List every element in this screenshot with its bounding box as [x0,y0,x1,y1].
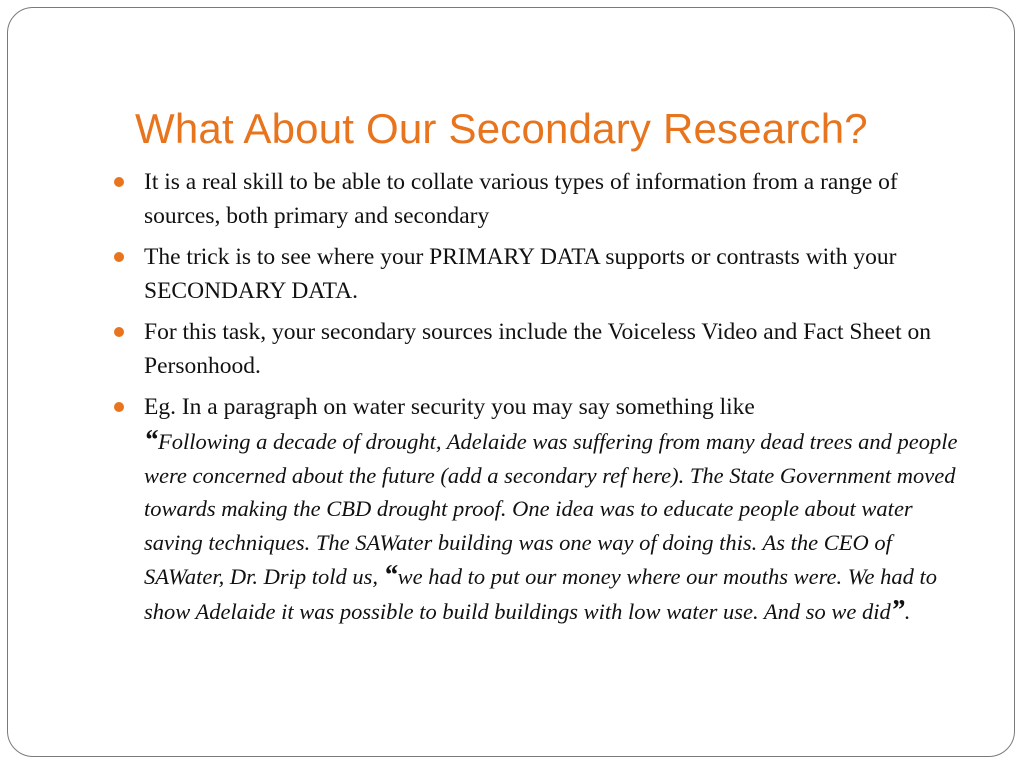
example-quote [144,424,972,628]
bullet-dot-icon [114,177,124,187]
slide-title: What About Our Secondary Research? [135,105,868,152]
open-quote-mark: “ [144,425,158,456]
inner-open-quote-mark: “ [383,560,398,591]
bullet-text: Eg. In a paragraph on water security you may say something like [144,394,755,420]
bullet-item-3 [112,315,972,383]
quote-part-2: we had to put our money where our mouths were. We had to show Adelaide it was possible to build buildings with low water use. And so we did [144,564,937,624]
quote-part-1: Following a decade of drought, Adelaide was suffering from many dead trees and people were concerned about the future (add a secondary ref here). The State Government moved towards making the CBD drought proof. One idea was to educate people about water saving techniques. The SAWater building was one way of doing this. As the CEO of SAWater, Dr. Drip told us, [144,429,958,589]
bullet-text: It is a real skill to be able to collate various types of information from a range of sources, both primary and secondary [144,169,898,229]
bullet-dot-icon [114,252,124,262]
bullet-list [112,165,972,635]
bullet-item-4 [112,390,972,628]
bullet-text: The trick is to see where your PRIMARY DATA supports or contrasts with your SECONDARY DATA. [144,244,897,304]
bullet-text: For this task, your secondary sources include the Voiceless Video and Fact Sheet on Personhood. [144,319,931,379]
quote-end: . [904,598,911,624]
bullet-dot-icon [114,327,124,337]
bullet-dot-icon [114,402,124,412]
bullet-item-2 [112,240,972,308]
bullet-item-1 [112,165,972,233]
close-quote-mark: ” [890,594,905,626]
